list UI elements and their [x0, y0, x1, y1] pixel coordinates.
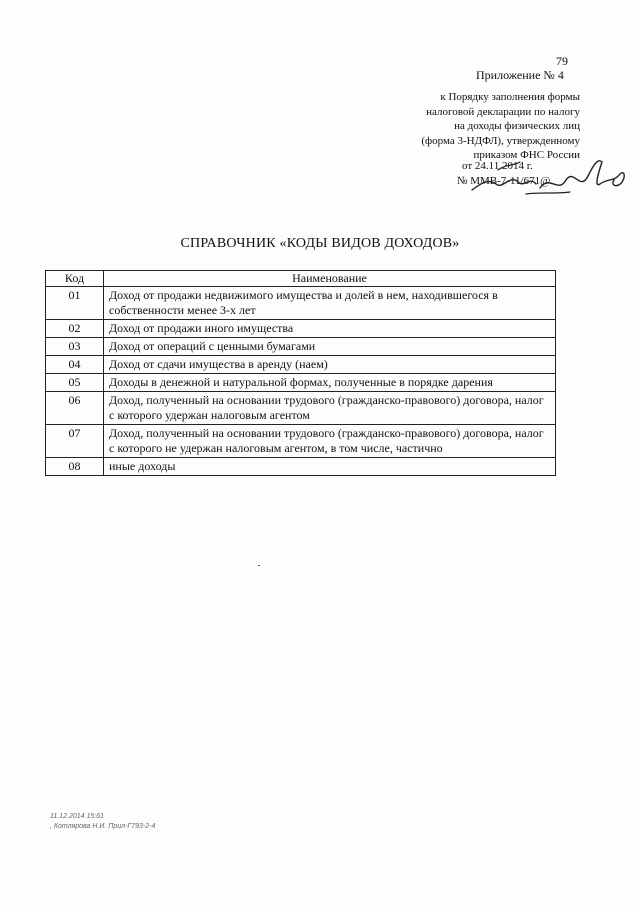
income-name: Доход, полученный на основании трудового (гражданско-правового) договора, налог с которого удержан налоговым агентом — [104, 392, 556, 425]
order-line: (форма 3-НДФЛ), утвержденному — [421, 134, 580, 147]
table-row — [46, 320, 556, 338]
income-code: 04 — [46, 356, 104, 374]
income-code: 02 — [46, 320, 104, 338]
order-number: № ММВ-7-11/671@ — [457, 175, 551, 187]
document-title: СПРАВОЧНИК «КОДЫ ВИДОВ ДОХОДОВ» — [180, 236, 460, 251]
table-row — [46, 338, 556, 356]
order-line: налоговой декларации по налогу — [426, 105, 580, 118]
table-row — [46, 356, 556, 374]
income-codes-table — [45, 270, 556, 476]
order-line: приказом ФНС России — [473, 149, 580, 161]
income-code: 08 — [46, 458, 104, 476]
handwritten-signature — [470, 154, 628, 198]
income-name: Доход, полученный на основании трудового (гражданско-правового) договора, налог с которого не удержан налоговым агентом, в том числе, частично — [104, 425, 556, 458]
income-code: 03 — [46, 338, 104, 356]
scan-speck — [258, 565, 260, 566]
table-row — [46, 458, 556, 476]
column-header-name: Наименование — [104, 271, 556, 287]
order-line: к Порядку заполнения формы — [440, 91, 580, 103]
table-row — [46, 392, 556, 425]
income-name: иные доходы — [104, 458, 556, 476]
table-row — [46, 425, 556, 458]
income-code: 05 — [46, 374, 104, 392]
table-header-row — [46, 271, 556, 287]
column-header-code: Код — [46, 271, 104, 287]
footer-timestamp: 11.12.2014 15:61 — [50, 813, 104, 820]
order-line: на доходы физических лиц — [454, 120, 580, 132]
income-name: Доход от продажи недвижимого имущества и долей в нем, находившегося в собственности менее 3-х лет — [104, 287, 556, 320]
income-code: 01 — [46, 287, 104, 320]
income-name: Доход от сдачи имущества в аренду (наем) — [104, 356, 556, 374]
income-name: Доход от операций с ценными бумагами — [104, 338, 556, 356]
income-name: Доходы в денежной и натуральной формах, полученные в порядке дарения — [104, 374, 556, 392]
income-code: 06 — [46, 392, 104, 425]
income-name: Доход от продажи иного имущества — [104, 320, 556, 338]
order-reference — [380, 90, 580, 163]
footer-file-reference: , Котлярова Н.И. Прил-Г793-2-4 — [50, 823, 156, 830]
table-row — [46, 287, 556, 320]
income-code: 07 — [46, 425, 104, 458]
order-date: от 24.11.2014 г. — [462, 160, 533, 172]
appendix-title: Приложение № 4 — [476, 68, 564, 82]
page-number: 79 — [556, 54, 568, 68]
table-row — [46, 374, 556, 392]
print-footer — [50, 812, 155, 832]
